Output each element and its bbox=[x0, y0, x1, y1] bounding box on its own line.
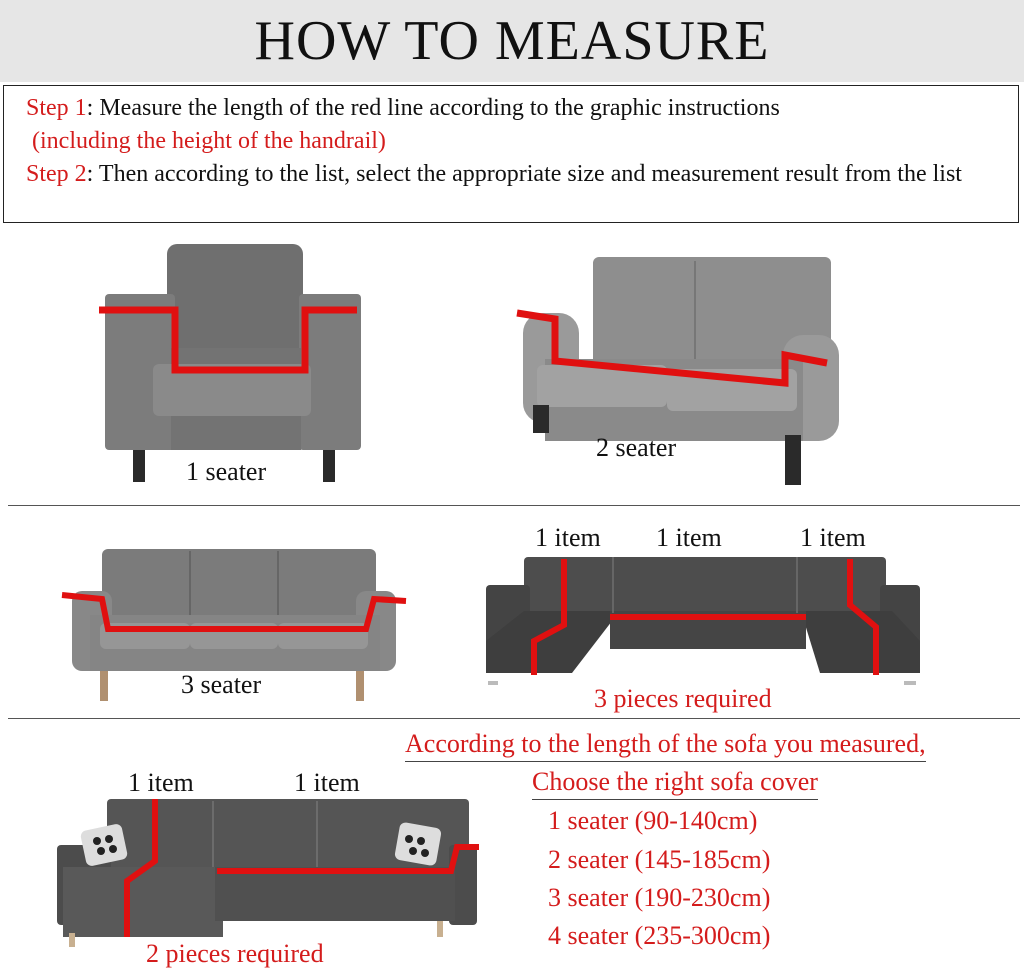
size-option: 3 seater (190-230cm) bbox=[548, 883, 771, 912]
divider bbox=[8, 718, 1020, 719]
u-item-label-3: 1 item bbox=[800, 523, 866, 552]
step-1-note: (including the height of the handrail) bbox=[32, 128, 386, 154]
leg bbox=[323, 450, 335, 482]
step-1-text: : Measure the length of the red line according to the graphic instructions bbox=[86, 95, 780, 121]
u-shaped-sofa-illustration bbox=[484, 555, 924, 695]
two-seater-illustration bbox=[515, 255, 845, 490]
leg bbox=[533, 405, 549, 433]
l-pieces-required: 2 pieces required bbox=[146, 939, 324, 968]
leg bbox=[100, 671, 108, 701]
l-item-label-2: 1 item bbox=[294, 768, 360, 797]
l-item-label-1: 1 item bbox=[128, 768, 194, 797]
step-2-line bbox=[26, 158, 998, 191]
size-option: 2 seater (145-185cm) bbox=[548, 845, 771, 874]
label-2-seater: 2 seater bbox=[596, 433, 677, 462]
leg bbox=[437, 921, 443, 937]
chaise bbox=[63, 867, 223, 937]
leg bbox=[785, 435, 801, 485]
u-pieces-required: 3 pieces required bbox=[594, 684, 772, 713]
u-item-label-1: 1 item bbox=[535, 523, 601, 552]
step-1-line bbox=[26, 92, 998, 125]
leg bbox=[69, 933, 75, 947]
label-3-seater: 3 seater bbox=[181, 670, 262, 699]
size-guide-heading-2: Choose the right sofa cover bbox=[532, 767, 818, 800]
title-bar bbox=[0, 0, 1024, 82]
one-seater-illustration bbox=[95, 240, 365, 485]
size-option: 4 seater (235-300cm) bbox=[548, 921, 771, 950]
size-guide-heading-1: According to the length of the sofa you measured, bbox=[405, 729, 926, 762]
cushion-back bbox=[167, 244, 303, 350]
pillow-icon bbox=[394, 822, 442, 867]
divider bbox=[8, 505, 1020, 506]
page-title: HOW TO MEASURE bbox=[254, 10, 770, 72]
step-2-prefix: Step 2 bbox=[26, 161, 87, 187]
leg bbox=[356, 671, 364, 701]
step-2-text: : Then according to the list, select the appropriate size and measurement result from the list bbox=[86, 161, 962, 187]
seat bbox=[215, 867, 455, 921]
leg bbox=[133, 450, 145, 482]
size-option: 1 seater (90-140cm) bbox=[548, 806, 758, 835]
label-1-seater: 1 seater bbox=[186, 457, 267, 486]
sofa-back bbox=[102, 549, 376, 619]
u-item-label-2: 1 item bbox=[656, 523, 722, 552]
instructions-box bbox=[3, 85, 1019, 223]
step-1-prefix: Step 1 bbox=[26, 95, 87, 121]
sofa-back bbox=[524, 557, 886, 613]
l-shaped-sofa-illustration bbox=[55, 795, 480, 950]
step-1-note-line bbox=[26, 125, 998, 158]
